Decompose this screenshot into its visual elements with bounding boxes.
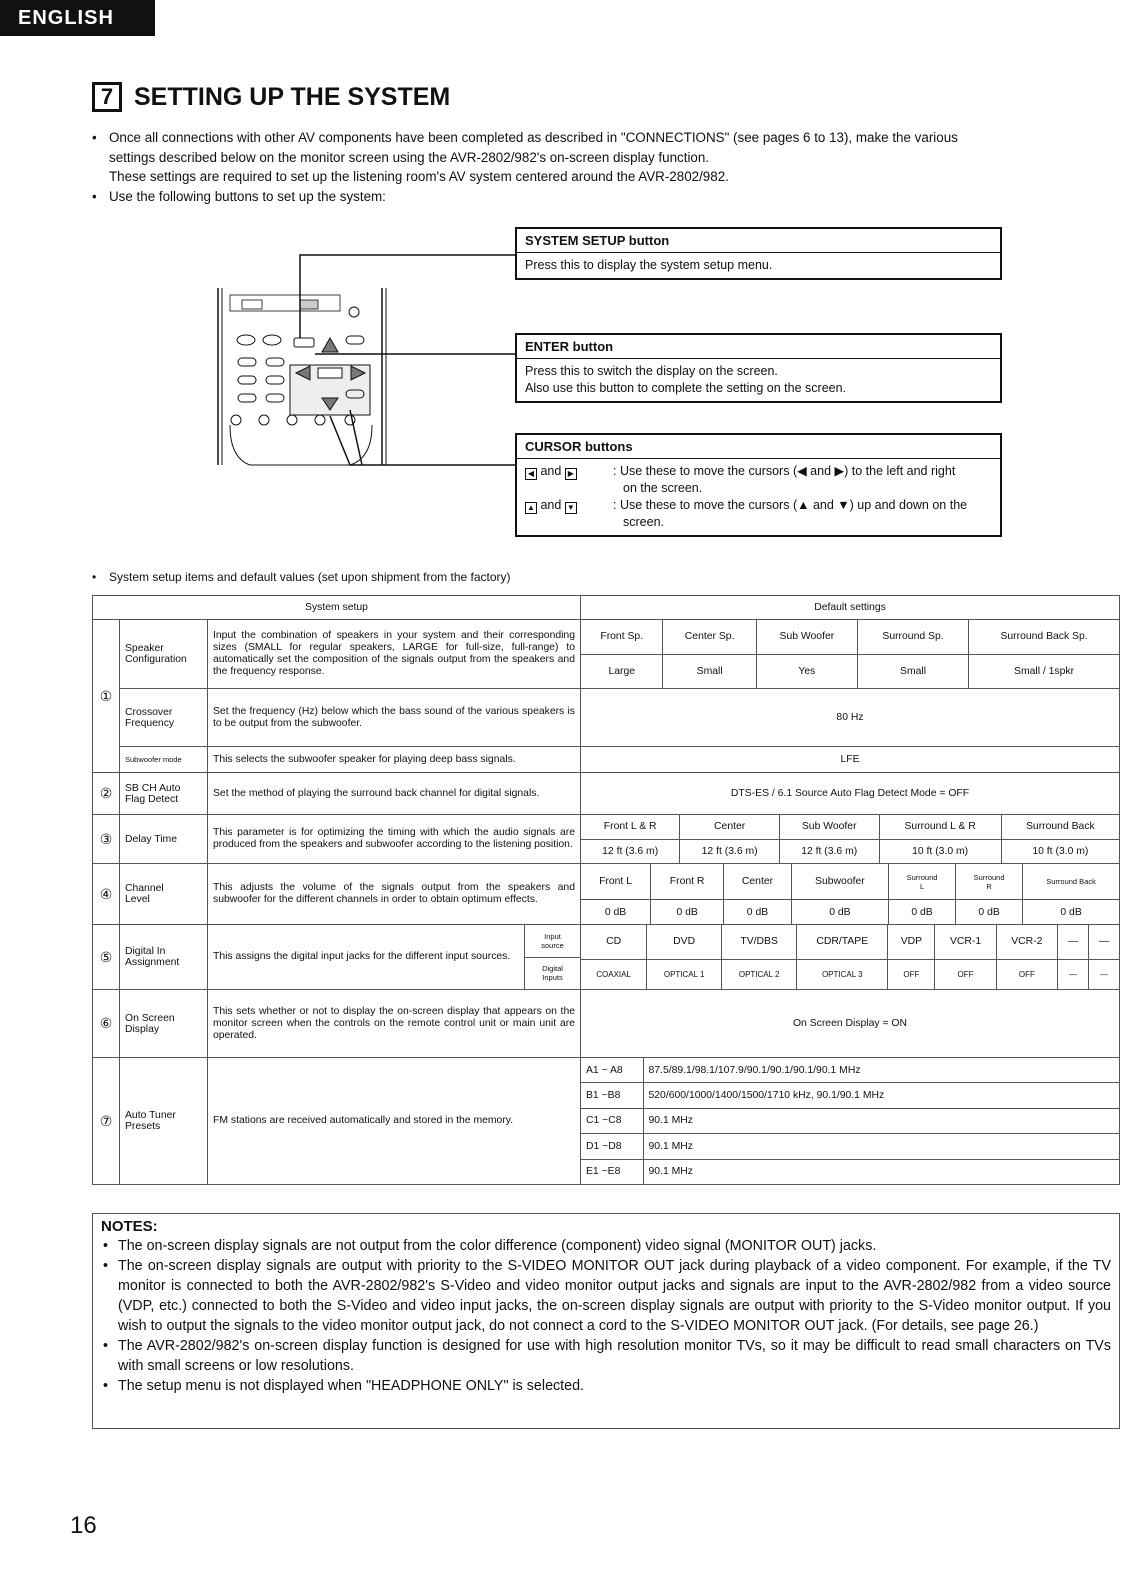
intro-text: • Once all connections with other AV components have been completed as described in "CONNECTIONS" (see pages 6 to 13), make the various settings described below on the monitor screen using the AVR-2802/982's on-screen display function. These settings are required to set up the listening room's AV system centered around the AVR-2802/982. • Use the following buttons to set up the system: (92, 128, 1126, 206)
down-arrow-icon: ▼ (565, 502, 577, 514)
remote-control-illustration (200, 240, 520, 540)
cursor-callout: CURSOR buttons ◀ and ▶ : Use these to move the cursors (◀ and ▶) to the left and right on the screen. ▲ and ▼ : Use these to move the cursors (▲ and ▼) up and down on the screen. (515, 433, 1002, 537)
note-item: • The setup menu is not displayed when "HEADPHONE ONLY" is selected. (101, 1376, 1111, 1396)
language-tab: ENGLISH (0, 0, 155, 36)
right-arrow-icon: ▶ (565, 468, 577, 480)
table-head-right: Default settings (581, 596, 1120, 620)
section-title (92, 82, 450, 112)
note-item: • The on-screen display signals are not output from the color difference (component) video signal (MONITOR OUT) jacks. (101, 1236, 1111, 1256)
system-setup-callout: SYSTEM SETUP button Press this to display the system setup menu. (515, 227, 1002, 280)
notes-box (92, 1213, 1120, 1429)
table-row: Crossover Frequency Set the frequency (Hz) below which the bass sound of the various speakers is to be output from the subwoofer. 80 Hz (93, 689, 1120, 747)
section-heading: SETTING UP THE SYSTEM (134, 82, 451, 111)
up-arrow-icon: ▲ (525, 502, 537, 514)
page-number: 16 (70, 1512, 97, 1539)
setup-items-note: • System setup items and default values (set upon shipment from the factory) (92, 570, 511, 584)
table-row: ④ Channel Level This adjusts the volume of the signals output from the speakers and subwoofer for the different channels in order to obtain optimum effects. Front L Front R Center Subwoofer Surround L Surround R Surround Back 0 dB 0 dB 0 dB 0 dB 0 dB 0 dB 0 dB (93, 864, 1120, 925)
intro-bullet-1: • Once all connections with other AV components have been completed as described in "CONNECTIONS" (see pages 6 to 13), make the various (92, 128, 1126, 148)
notes-heading: NOTES: (101, 1218, 158, 1235)
table-row: ② SB CH Auto Flag Detect Set the method of playing the surround back channel for digital signals. DTS-ES / 6.1 Source Auto Flag Detect Mode = OFF (93, 773, 1120, 815)
system-setup-table (92, 595, 1120, 1185)
enter-button-drawing (318, 368, 342, 378)
enter-callout: ENTER button Press this to switch the display on the screen. Also use this button to complete the setting on the screen. (515, 333, 1002, 403)
table-row: Subwoofer mode This selects the subwoofer speaker for playing deep bass signals. LFE (93, 747, 1120, 773)
table-row: ① Speaker Configuration Input the combination of speakers in your system and their corresponding sizes (SMALL for regular speakers, LARGE for full-size, full-range) to automatically set the composition of the signals output from the speakers and the frequency response. Front Sp. Center Sp. Sub Woofer Surround Sp. Surround Back Sp. Large Small Yes Small Small / 1spkr (93, 620, 1120, 689)
table-row: ③ Delay Time This parameter is for optimizing the timing with which the audio signals are produced from the speakers and subwoofer according to the listening position. Front L & R Center Sub Woofer Surround L & R Surround Back 12 ft (3.6 m) 12 ft (3.6 m) 12 ft (3.6 m) 10 ft (3.0 m) 10 ft (3.0 m) (93, 815, 1120, 864)
system-setup-button-drawing (294, 338, 314, 347)
left-arrow-icon: ◀ (525, 468, 537, 480)
note-item: • The on-screen display signals are output with priority to the S-VIDEO MONITOR OUT jack during playback of a video component. For example, if the TV monitor is connected to both the AVR-2802/982's S-Video and video monitor output jacks and signals are input to the AVR-2802/982 from a video source (VDP, etc.) connected to both the S-Video and video input jacks, the on-screen display signals are output with priority to the S-Video monitor output. If you wish to output the signals to the video monitor output jack, do not connect a cord to the S-VIDEO MONITOR OUT jack. (For details, see page 26.) (101, 1256, 1111, 1336)
table-row: ⑥ On Screen Display This sets whether or not to display the on-screen display that appears on the monitor screen when the controls on the remote control unit or main unit are operated. On Screen Display = ON (93, 990, 1120, 1058)
section-number: 7 (92, 82, 122, 112)
table-head-left: System setup (93, 596, 581, 620)
table-row: ⑦ Auto Tuner Presets FM stations are received automatically and stored in the memory. A1 ~ A8 87.5/89.1/98.1/107.9/90.1/90.1/90.1/90.1 MHz B1 ~B8 520/600/1000/1400/1500/1710 kHz, 90.1/90.1 MHz C1 ~C8 90.1 MHz D1 ~D8 90.1 MHz E1 ~E8 90.1 MHz (93, 1058, 1120, 1185)
intro-bullet-2: • Use the following buttons to set up the system: (92, 187, 1126, 207)
cursor-up-button-drawing (322, 338, 338, 352)
note-item: • The AVR-2802/982's on-screen display function is designed for use with high resolution monitor TVs, so it may be difficult to read small characters on TVs with small screens or low resolutions. (101, 1336, 1111, 1376)
table-row: ⑤ Digital In Assignment This assigns the digital input jacks for the different input sources. Input source Digital Inputs CD DVD TV/DBS CDR/TAPE VDP VCR-1 VCR-2 — — COAXIAL OPTICAL 1 OPTICAL 2 OPTICAL 3 OFF OFF OFF — — (93, 925, 1120, 990)
